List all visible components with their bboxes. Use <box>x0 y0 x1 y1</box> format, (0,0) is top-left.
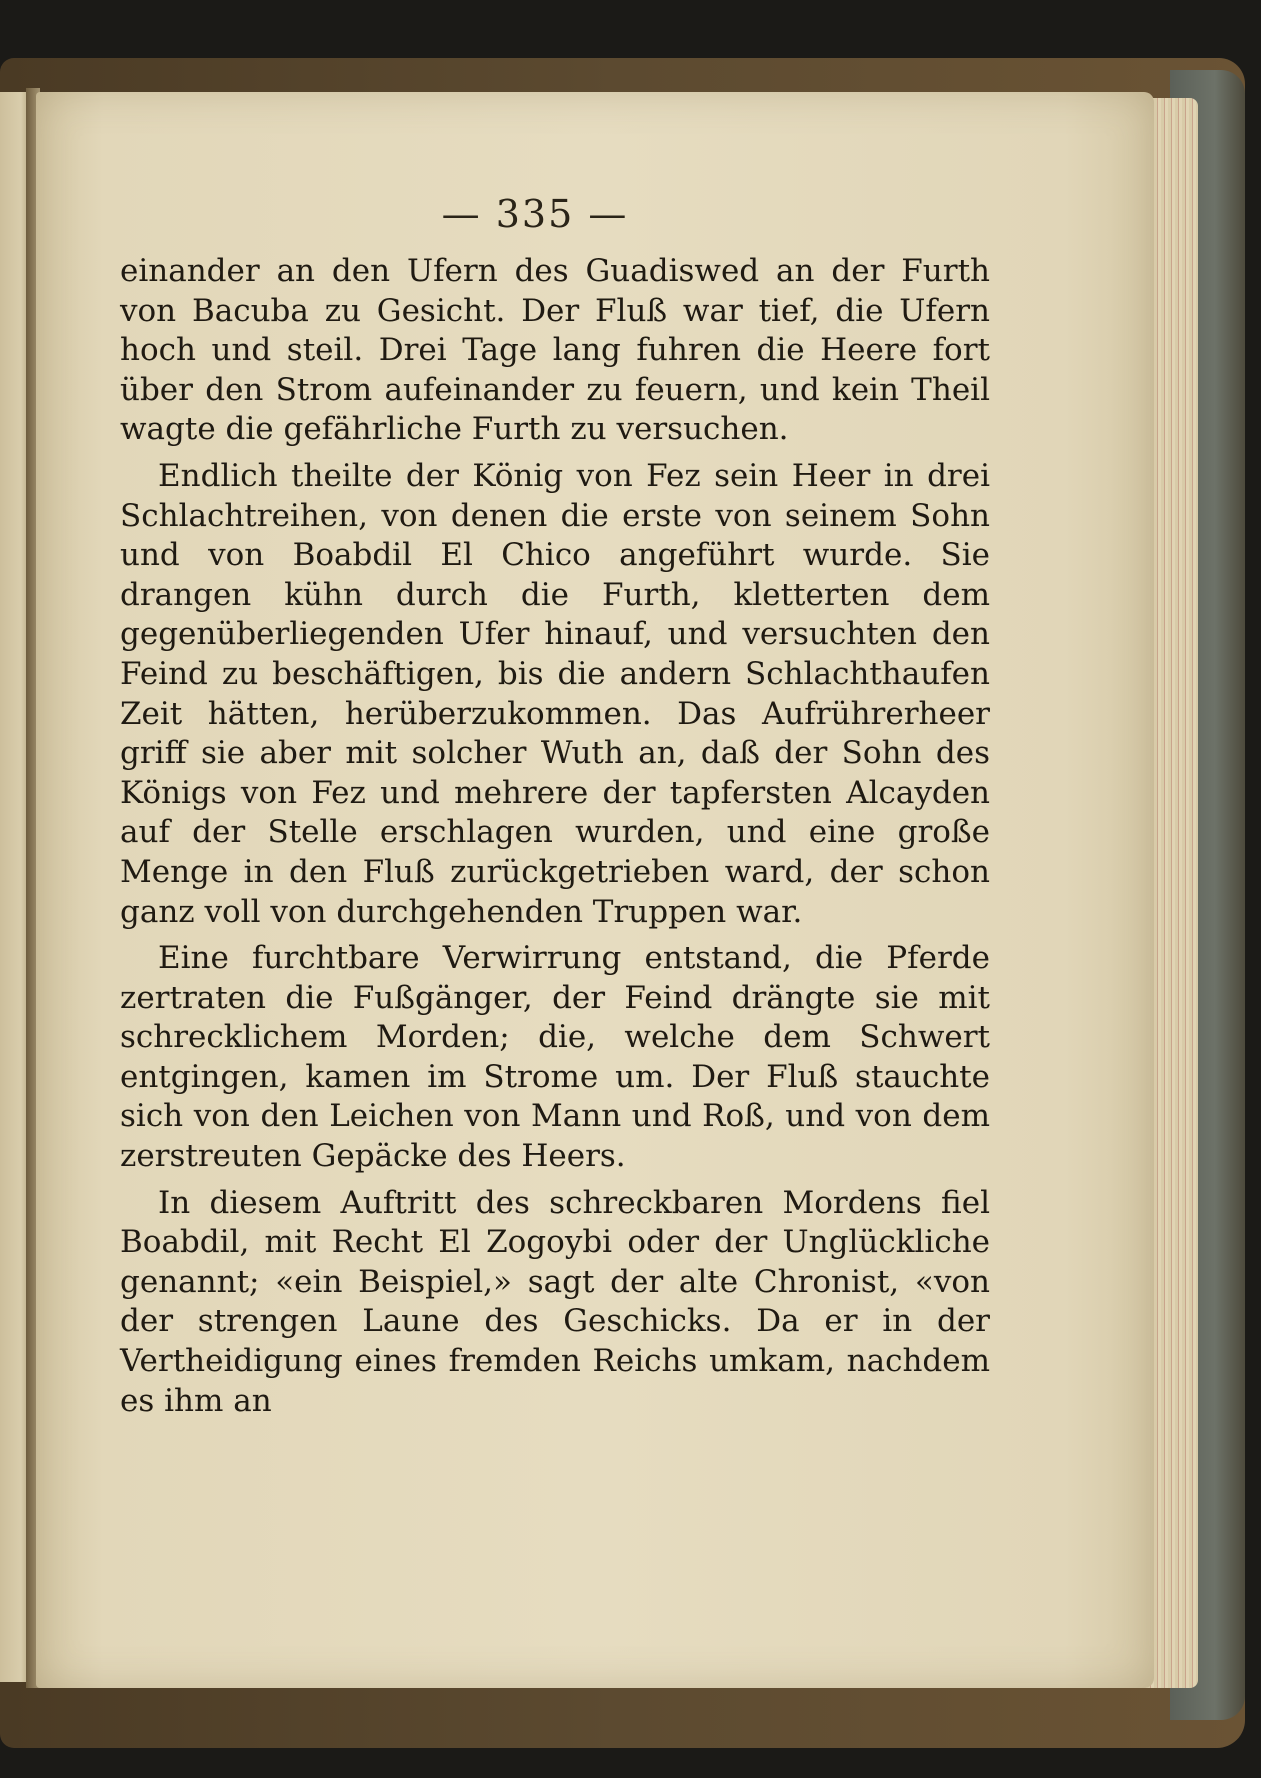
paragraph: einander an den Ufern des Guadiswed an der Furth von Bacuba zu Gesicht. Der Fluß war tief, die Ufern hoch und steil. Drei Tage lang fuhren die Heere fort über den Strom aufeinander zu feuern, und kein Theil wagte die gefährliche Furth zu versuchen. <box>120 253 990 448</box>
paragraph: Eine furchtbare Verwirrung entstand, die Pferde zertraten die Fußgänger, der Feind drängte sie mit schrecklichem Morden; die, welche dem Schwert entgingen, kamen im Strome um. Der Fluß stauchte sich von den Leichen von Mann und Roß, und von dem zerstreuten Gepäcke des Heers. <box>120 940 990 1175</box>
book-page <box>36 92 1154 1688</box>
paragraph: In diesem Auftritt des schreckbaren Mordens fiel Boabdil, mit Recht El Zogoybi oder der Unglückliche genannt; «ein Beispiel,» sagt der alte Chronist, «von der strengen Laune des Geschicks. Da er in der Vertheidigung eines fremden Reichs umkam, nachdem es ihm an <box>120 1184 990 1419</box>
page-text <box>120 252 990 1428</box>
paragraph: Endlich theilte der König von Fez sein Heer in drei Schlachtreihen, von denen die erste von seinem Sohn und von Boabdil El Chico angeführt wurde. Sie drangen kühn durch die Furth, kletterten dem gegenüberliegenden Ufer hinauf, und versuchten den Feind zu beschäftigen, bis die andern Schlachthaufen Zeit hätten, herüberzukommen. Das Aufrührerheer griff sie aber mit solcher Wuth an, daß der Sohn des Königs von Fez und mehrere der tapfersten Alcayden auf der Stelle erschlagen wurden, und eine große Menge in den Fluß zurückgetrieben ward, der schon ganz voll von durchgehenden Truppen war. <box>120 457 990 930</box>
page-number: — 335 — <box>441 192 629 236</box>
